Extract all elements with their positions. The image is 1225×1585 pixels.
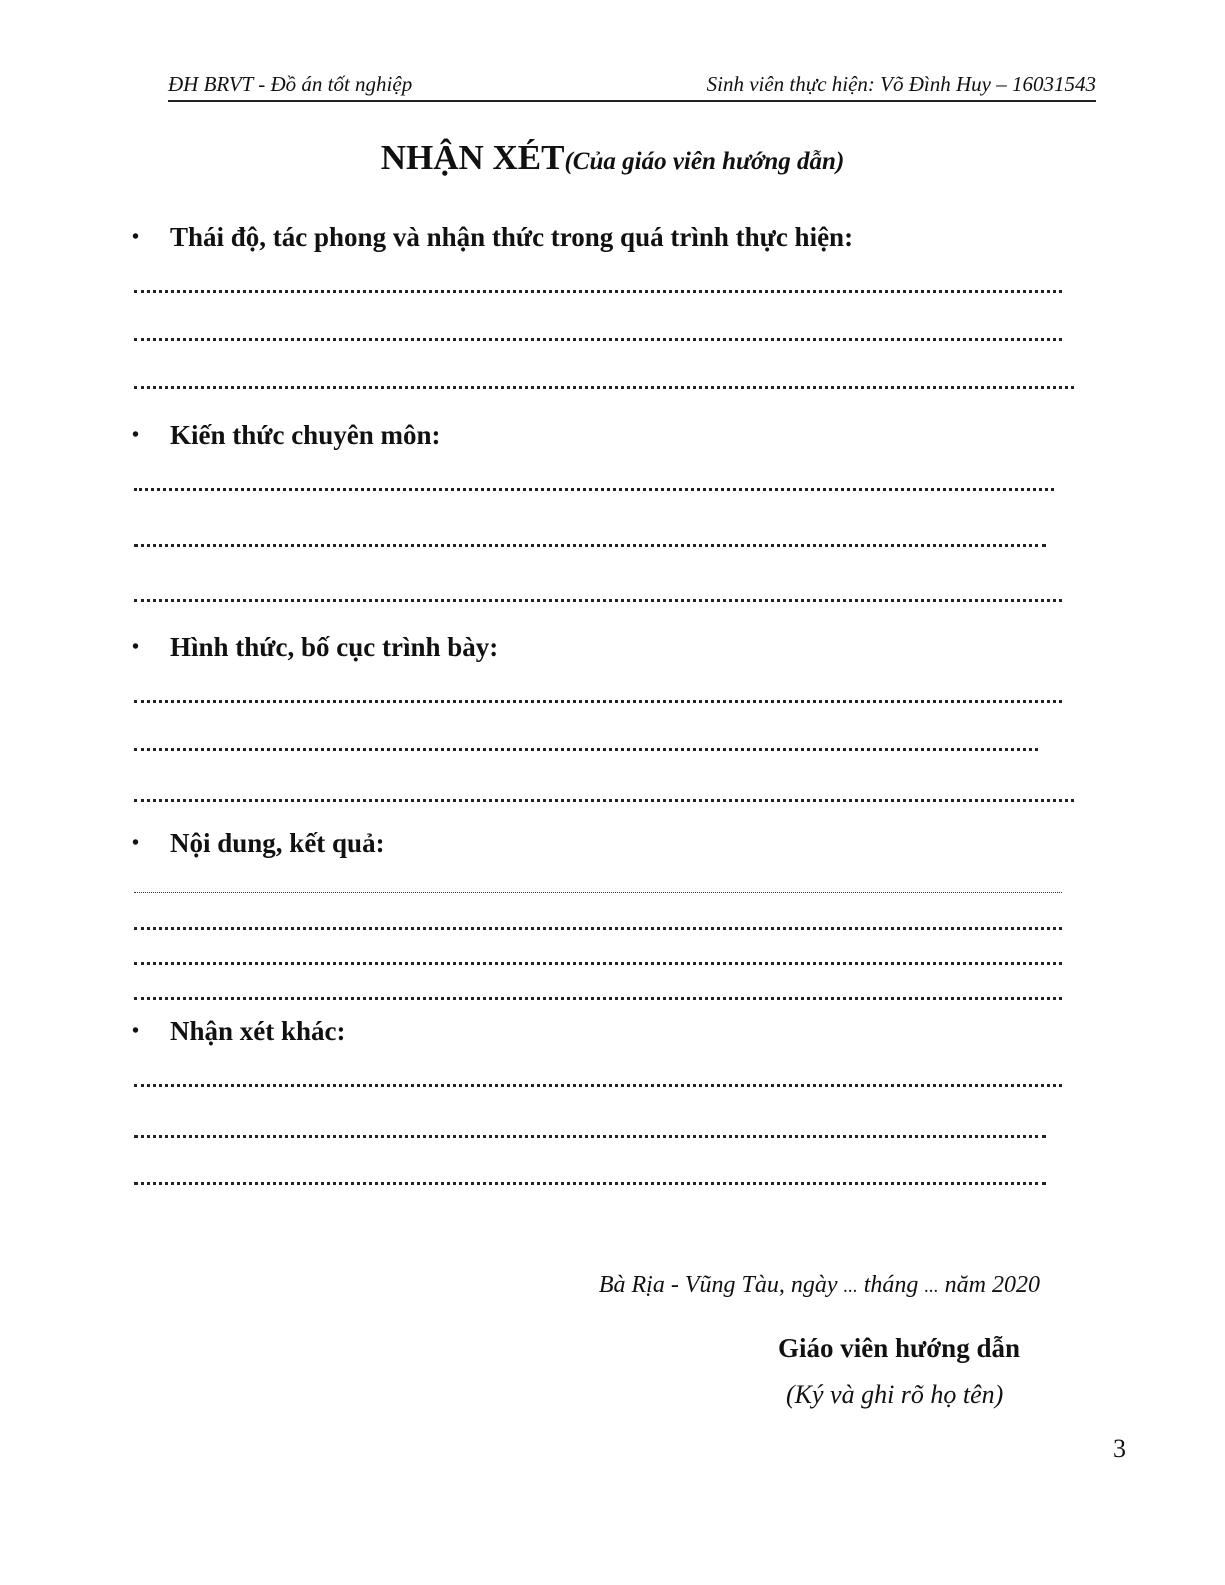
bullet-icon: • bbox=[132, 1020, 140, 1042]
bullet-icon: • bbox=[132, 832, 140, 854]
answer-line[interactable] bbox=[134, 334, 1062, 341]
day-blank[interactable]: ... bbox=[843, 1276, 858, 1297]
answer-line[interactable] bbox=[134, 286, 1062, 293]
section-title-attitude bbox=[132, 222, 853, 253]
section-label: Nội dung, kết quả: bbox=[170, 828, 385, 858]
section-label: Nhận xét khác: bbox=[170, 1016, 346, 1046]
answer-line[interactable] bbox=[134, 1178, 1046, 1185]
bullet-icon: • bbox=[132, 226, 140, 248]
section-title-presentation bbox=[132, 632, 498, 663]
title-sub: (Của giáo viên hướng dẫn) bbox=[564, 148, 845, 175]
answer-line[interactable] bbox=[134, 696, 1062, 703]
answer-line[interactable] bbox=[134, 958, 1062, 965]
page-title bbox=[0, 138, 1225, 178]
answer-line[interactable] bbox=[134, 540, 1046, 547]
bullet-icon: • bbox=[132, 636, 140, 658]
section-title-content bbox=[132, 828, 385, 859]
section-label: Kiến thức chuyên môn: bbox=[170, 420, 441, 450]
page-header bbox=[168, 70, 1096, 102]
answer-line[interactable] bbox=[134, 382, 1074, 389]
answer-line[interactable] bbox=[134, 595, 1062, 602]
answer-line[interactable] bbox=[134, 1131, 1046, 1138]
answer-line[interactable] bbox=[134, 888, 1062, 893]
answer-line[interactable] bbox=[134, 993, 1062, 1000]
header-left-text: ĐH BRVT - Đồ án tốt nghiệp bbox=[168, 72, 413, 96]
signer-note: (Ký và ghi rõ họ tên) bbox=[786, 1380, 1004, 1409]
month-label: tháng bbox=[863, 1272, 919, 1298]
section-title-other bbox=[132, 1016, 346, 1047]
section-title-knowledge bbox=[132, 420, 440, 451]
header-right-text: Sinh viên thực hiện: Võ Đình Huy – 16031543 bbox=[706, 72, 1096, 96]
answer-line[interactable] bbox=[134, 1080, 1062, 1087]
answer-line[interactable] bbox=[134, 795, 1074, 802]
page-number: 3 bbox=[1113, 1434, 1126, 1463]
signer-title: Giáo viên hướng dẫn bbox=[778, 1333, 1020, 1363]
answer-line[interactable] bbox=[134, 744, 1038, 751]
section-label: Thái độ, tác phong và nhận thức trong quá trình thực hiện: bbox=[170, 222, 854, 252]
answer-line[interactable] bbox=[134, 484, 1054, 491]
bullet-icon: • bbox=[132, 424, 140, 446]
section-label: Hình thức, bố cục trình bày: bbox=[170, 632, 499, 662]
year-text: năm 2020 bbox=[944, 1272, 1040, 1298]
title-main: NHẬN XÉT bbox=[380, 138, 565, 177]
month-blank[interactable]: ... bbox=[924, 1276, 939, 1297]
place-date-line bbox=[599, 1272, 1040, 1299]
answer-line[interactable] bbox=[134, 923, 1062, 930]
place-prefix: Bà Rịa - Vũng Tàu, ngày bbox=[598, 1272, 838, 1298]
